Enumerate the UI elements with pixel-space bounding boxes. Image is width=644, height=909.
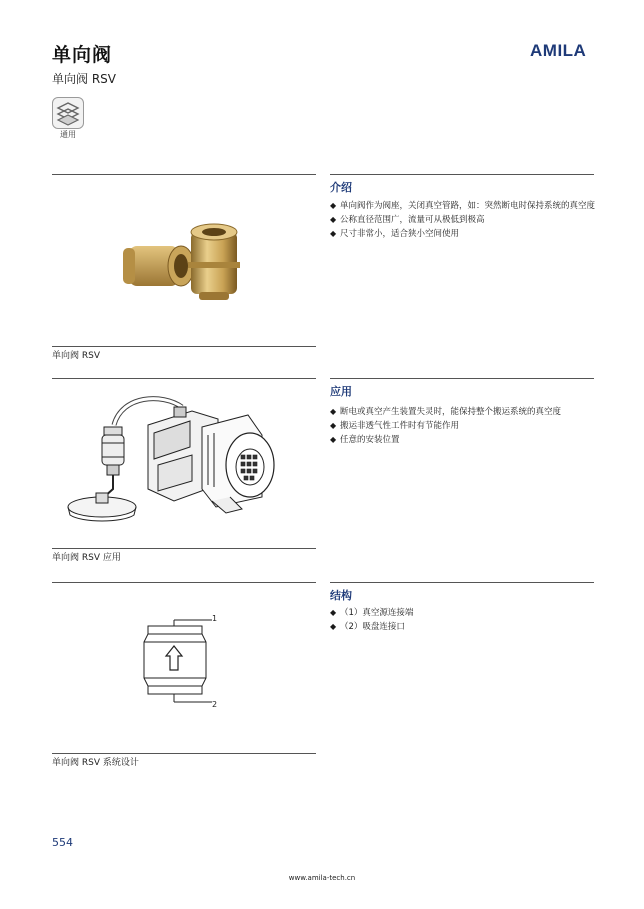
right-rule-top: [330, 174, 594, 175]
left-rule-mid: [52, 378, 316, 379]
brand-logo: AMILA: [530, 41, 587, 60]
structure-heading: 结构: [330, 589, 352, 602]
list-item: ◆ （2）吸盘连接口: [330, 622, 405, 632]
general-use-icon: [52, 97, 84, 129]
right-rule-bottom: [330, 582, 594, 583]
badge-label: 通用: [60, 130, 76, 139]
design-caption: 单向阀 RSV 系统设计: [52, 758, 139, 768]
left-rule-caption-3: [52, 753, 316, 754]
page-number: 554: [52, 836, 73, 849]
intro-bullet-list: [330, 199, 595, 241]
list-item: ◆ （1）真空源连接端: [330, 608, 414, 618]
list-item: ◆ 断电或真空产生装置失灵时，能保持整个搬运系统的真空度: [330, 407, 562, 417]
application-drawing: [62, 385, 284, 535]
application-caption: 单向阀 RSV 应用: [52, 553, 121, 563]
diagram-label-2: 2: [212, 700, 218, 709]
photo-caption: 单向阀 RSV: [52, 351, 100, 361]
structure-diagram: [134, 612, 230, 712]
left-rule-caption-2: [52, 548, 316, 549]
list-item: ◆ 单向阀作为阀座，关闭真空管路，如：突然断电时保持系统的真空度: [330, 201, 596, 211]
diagram-label-1: 1: [212, 614, 218, 623]
list-item: ◆ 任意的安装位置: [330, 435, 400, 445]
right-rule-mid: [330, 378, 594, 379]
list-item: ◆ 公称直径范围广，流量可从极低到极高: [330, 215, 485, 225]
list-item: ◆ 尺寸非常小，适合狭小空间使用: [330, 229, 460, 239]
structure-bullet-list: [330, 606, 413, 634]
application-heading: 应用: [330, 385, 352, 398]
application-bullet-list: [330, 405, 561, 447]
intro-heading: 介绍: [330, 181, 352, 194]
left-rule-caption-1: [52, 346, 316, 347]
product-photo: [115, 212, 255, 304]
page-subtitle: 单向阀 RSV: [52, 72, 116, 86]
left-rule-bottom: [52, 582, 316, 583]
left-rule-top: [52, 174, 316, 175]
website-link[interactable]: www.amila-tech.cn: [288, 874, 356, 882]
page-title: 单向阀: [52, 44, 113, 66]
list-item: ◆ 搬运非透气性工件时有节能作用: [330, 421, 460, 431]
